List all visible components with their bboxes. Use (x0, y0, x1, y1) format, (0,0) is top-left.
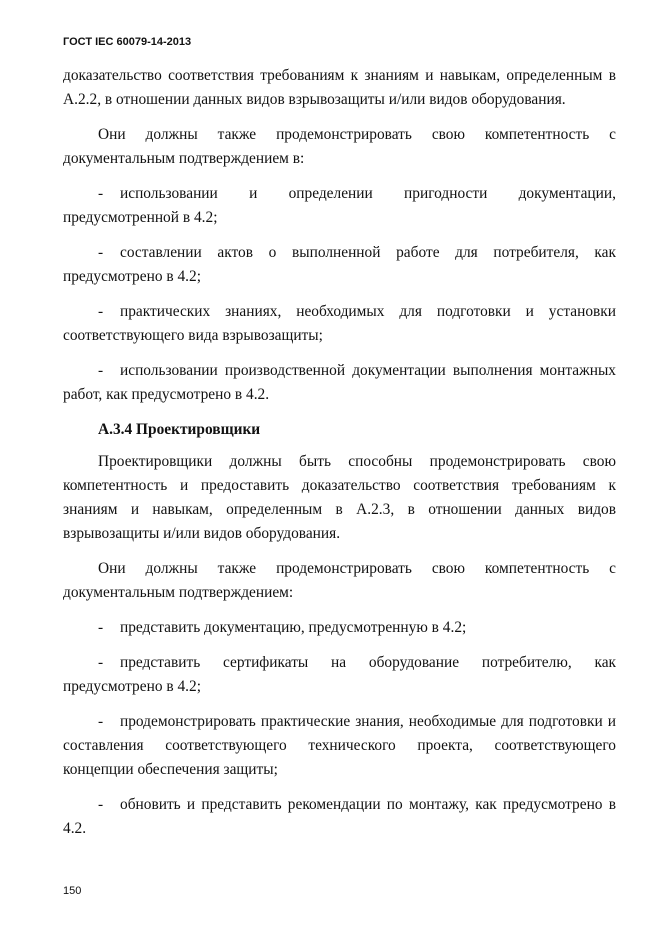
dash-marker: - (98, 713, 104, 730)
list-item (63, 616, 616, 640)
list-item-text: представить документацию, предусмотренную в 4.2; (120, 619, 467, 636)
list-item-text: представить сертификаты на оборудование потребителю, как предусмотрено в 4.2; (63, 654, 616, 695)
document-body (63, 64, 616, 852)
list-item (63, 300, 616, 348)
paragraph: Они должны также продемонстрировать свою компетентность с документальным подтверждением: (63, 560, 616, 601)
section-heading: А.3.4 Проектировщики (98, 421, 261, 438)
list-item-text: использовании и определении пригодности документации, предусмотренной в 4.2; (63, 185, 616, 226)
list-item (63, 793, 616, 841)
dash-marker: - (98, 654, 104, 671)
list-item-text: продемонстрировать практические знания, необходимые для подготовки и составления соответствующего технического проекта, соответствующего концепции обеспечения защиты; (63, 713, 616, 778)
list-item (63, 359, 616, 407)
paragraph: Проектировщики должны быть способны продемонстрировать свою компетентность и предоставить доказательство соответствия требованиям к знаниям и навыкам, определенным в А.2.3, в отношении данных видов взрывозащиты и/или видов оборудования. (63, 453, 616, 542)
dash-marker: - (98, 185, 104, 202)
list-item (63, 710, 616, 782)
dash-marker: - (98, 619, 104, 636)
dash-marker: - (98, 362, 104, 379)
document-header: ГОСТ IEC 60079-14-2013 (63, 36, 192, 48)
list-item-text: обновить и представить рекомендации по монтажу, как предусмотрено в 4.2. (63, 796, 616, 837)
list-item-text: использовании производственной документации выполнения монтажных работ, как предусмотрено в 4.2. (63, 362, 616, 403)
paragraph: Они должны также продемонстрировать свою компетентность с документальным подтверждением в: (63, 126, 616, 167)
paragraph: доказательство соответствия требованиям к знаниям и навыкам, определенным в А.2.2, в отношении данных видов взрывозащиты и/или видов оборудования. (63, 67, 616, 108)
page-number: 150 (63, 885, 82, 897)
list-item (63, 241, 616, 289)
list-item (63, 182, 616, 230)
dash-marker: - (98, 244, 104, 261)
dash-marker: - (98, 303, 104, 320)
dash-marker: - (98, 796, 104, 813)
list-item-text: составлении актов о выполненной работе для потребителя, как предусмотрено в 4.2; (63, 244, 616, 285)
list-item (63, 651, 616, 699)
list-item-text: практических знаниях, необходимых для подготовки и установки соответствующего вида взрывозащиты; (63, 303, 616, 344)
